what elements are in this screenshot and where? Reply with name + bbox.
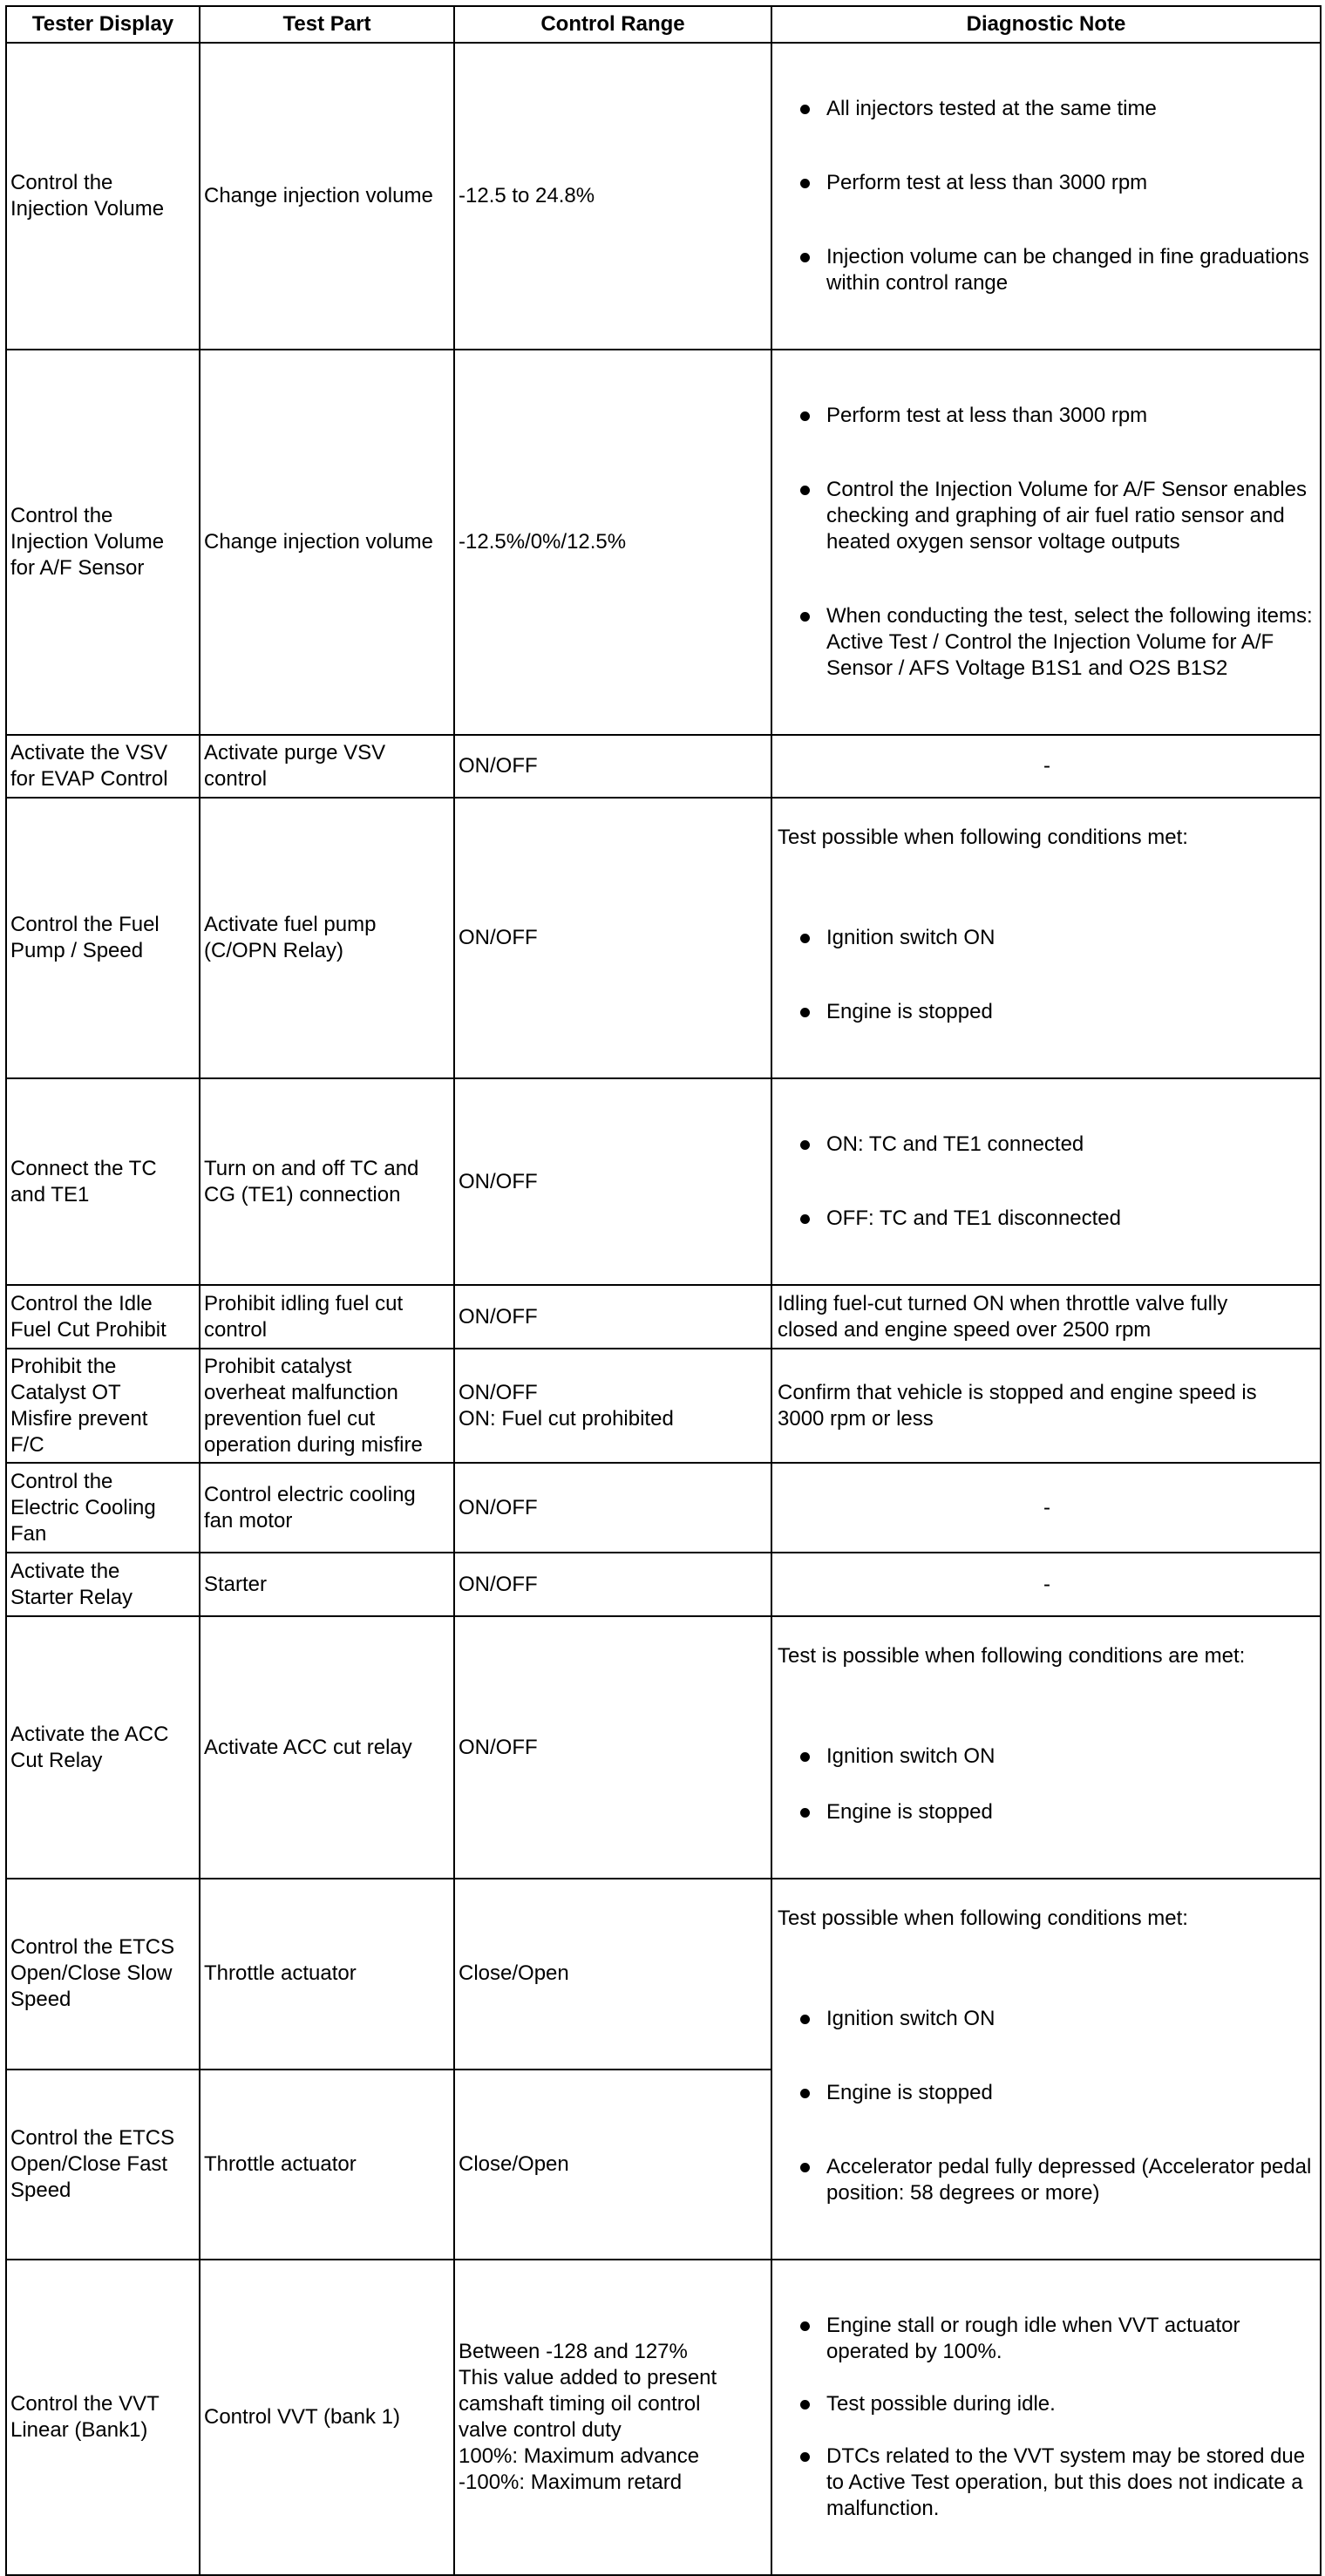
control-range-cell: ON/OFF [454,735,771,798]
table-row [6,350,1321,735]
header-control-range: Control Range [454,6,771,43]
tester-display-cell: Activate the Starter Relay [6,1553,200,1616]
table-row [6,735,1321,798]
table-row [6,1285,1321,1349]
note-bullet: Perform test at less than 3000 rpm [778,403,1316,429]
diagnostic-note-cell: Confirm that vehicle is stopped and engine speed is 3000 rpm or less [771,1349,1321,1463]
note-bullet: Perform test at less than 3000 rpm [778,170,1316,196]
table-row [6,1553,1321,1616]
note-bullet: Engine is stopped [778,1799,1316,1825]
test-part-cell: Throttle actuator [200,2070,454,2260]
note-bullet-list [778,899,1316,1051]
tester-display-cell: Activate the ACC Cut Relay [6,1616,200,1879]
tester-display-cell: Control the Electric Cooling Fan [6,1463,200,1553]
table-row [6,1463,1321,1553]
control-range-cell: ON/OFF ON: Fuel cut prohibited [454,1349,771,1463]
test-part-cell: Starter [200,1553,454,1616]
tester-display-cell: Control the Injection Volume [6,43,200,350]
diagnostic-note-cell [771,1616,1321,1879]
note-bullet: Ignition switch ON [778,1743,1316,1770]
table-row [6,1879,1321,2070]
note-bullet: All injectors tested at the same time [778,96,1316,122]
diagnostic-note-cell [771,798,1321,1078]
note-intro: Test is possible when following conditions are met: [778,1644,1246,1668]
note-intro: Test possible when following conditions met: [778,826,1188,849]
test-part-cell: Change injection volume [200,350,454,735]
table-row [6,1349,1321,1463]
tester-display-cell: Control the VVT Linear (Bank1) [6,2260,200,2575]
note-bullet-list [778,377,1316,708]
table-row [6,1078,1321,1285]
note-bullet-list [778,1105,1316,1258]
table-row [6,43,1321,350]
note-bullet: Ignition switch ON [778,2006,1316,2032]
tester-display-cell: Control the ETCS Open/Close Slow Speed [6,1879,200,2070]
header-row [6,6,1321,43]
tester-display-cell: Control the Fuel Pump / Speed [6,798,200,1078]
diagnostic-note-cell [771,1078,1321,1285]
note-bullet-list [778,2287,1316,2548]
header-diagnostic-note: Diagnostic Note [771,6,1321,43]
note-bullet-list [778,1717,1316,1852]
note-bullet: Engine is stopped [778,999,1316,1025]
diagnostic-note-cell: - [771,735,1321,798]
note-bullet-list [778,70,1316,323]
control-range-cell: -12.5%/0%/12.5% [454,350,771,735]
note-bullet: Engine stall or rough idle when VVT actuator operated by 100%. [778,2313,1316,2365]
test-part-cell: Throttle actuator [200,1879,454,2070]
diagnostic-note-cell: Idling fuel-cut turned ON when throttle valve fully closed and engine speed over 2500 rpm [771,1285,1321,1349]
test-part-cell: Activate fuel pump (C/OPN Relay) [200,798,454,1078]
control-range-cell: Between -128 and 127% This value added to present camshaft timing oil control valve control duty 100%: Maximum advance -100%: Maximum retard [454,2260,771,2575]
control-range-cell: ON/OFF [454,1616,771,1879]
test-part-cell: Control VVT (bank 1) [200,2260,454,2575]
test-part-cell: Turn on and off TC and CG (TE1) connection [200,1078,454,1285]
note-bullet-list [778,1980,1316,2233]
note-bullet: Accelerator pedal fully depressed (Accelerator pedal position: 58 degrees or more) [778,2154,1316,2206]
test-part-cell: Control electric cooling fan motor [200,1463,454,1553]
note-bullet: When conducting the test, select the following items: Active Test / Control the Injection Volume for A/F Sensor / AFS Voltage B1S1 and O2S B1S2 [778,603,1316,682]
diagnostic-note-cell [771,350,1321,735]
table-row [6,2260,1321,2575]
test-part-cell: Prohibit idling fuel cut control [200,1285,454,1349]
note-bullet: DTCs related to the VVT system may be stored due to Active Test operation, but this does not indicate a malfunction. [778,2443,1316,2522]
note-bullet: ON: TC and TE1 connected [778,1132,1316,1158]
control-range-cell: ON/OFF [454,1078,771,1285]
note-bullet: Injection volume can be changed in fine graduations within control range [778,244,1316,296]
table-row [6,798,1321,1078]
control-range-cell: ON/OFF [454,1553,771,1616]
tester-display-cell: Prohibit the Catalyst OT Misfire prevent F/C [6,1349,200,1463]
tester-display-cell: Connect the TC and TE1 [6,1078,200,1285]
tester-display-cell: Control the ETCS Open/Close Fast Speed [6,2070,200,2260]
tester-display-cell: Control the Injection Volume for A/F Sensor [6,350,200,735]
tester-display-cell: Activate the VSV for EVAP Control [6,735,200,798]
header-test-part: Test Part [200,6,454,43]
test-part-cell: Activate ACC cut relay [200,1616,454,1879]
note-intro: Test possible when following conditions met: [778,1907,1188,1930]
diagnostic-note-cell: - [771,1463,1321,1553]
diagnostic-note-cell [771,2260,1321,2575]
active-test-table-wrapper [5,5,1320,2576]
header-tester-display: Tester Display [6,6,200,43]
control-range-cell: ON/OFF [454,798,771,1078]
tester-display-cell: Control the Idle Fuel Cut Prohibit [6,1285,200,1349]
note-bullet: Test possible during idle. [778,2391,1316,2417]
control-range-cell: ON/OFF [454,1463,771,1553]
active-test-table [5,5,1322,2576]
diagnostic-note-cell [771,43,1321,350]
control-range-cell: Close/Open [454,1879,771,2070]
test-part-cell: Activate purge VSV control [200,735,454,798]
note-bullet: Control the Injection Volume for A/F Sensor enables checking and graphing of air fuel ratio sensor and heated oxygen sensor voltage outputs [778,477,1316,555]
table-row [6,1616,1321,1879]
note-bullet: Ignition switch ON [778,925,1316,951]
diagnostic-note-cell [771,1879,1321,2260]
note-bullet: Engine is stopped [778,2080,1316,2106]
note-bullet: OFF: TC and TE1 disconnected [778,1206,1316,1232]
control-range-cell: ON/OFF [454,1285,771,1349]
diagnostic-note-cell: - [771,1553,1321,1616]
test-part-cell: Prohibit catalyst overheat malfunction prevention fuel cut operation during misfire [200,1349,454,1463]
test-part-cell: Change injection volume [200,43,454,350]
control-range-cell: Close/Open [454,2070,771,2260]
control-range-cell: -12.5 to 24.8% [454,43,771,350]
